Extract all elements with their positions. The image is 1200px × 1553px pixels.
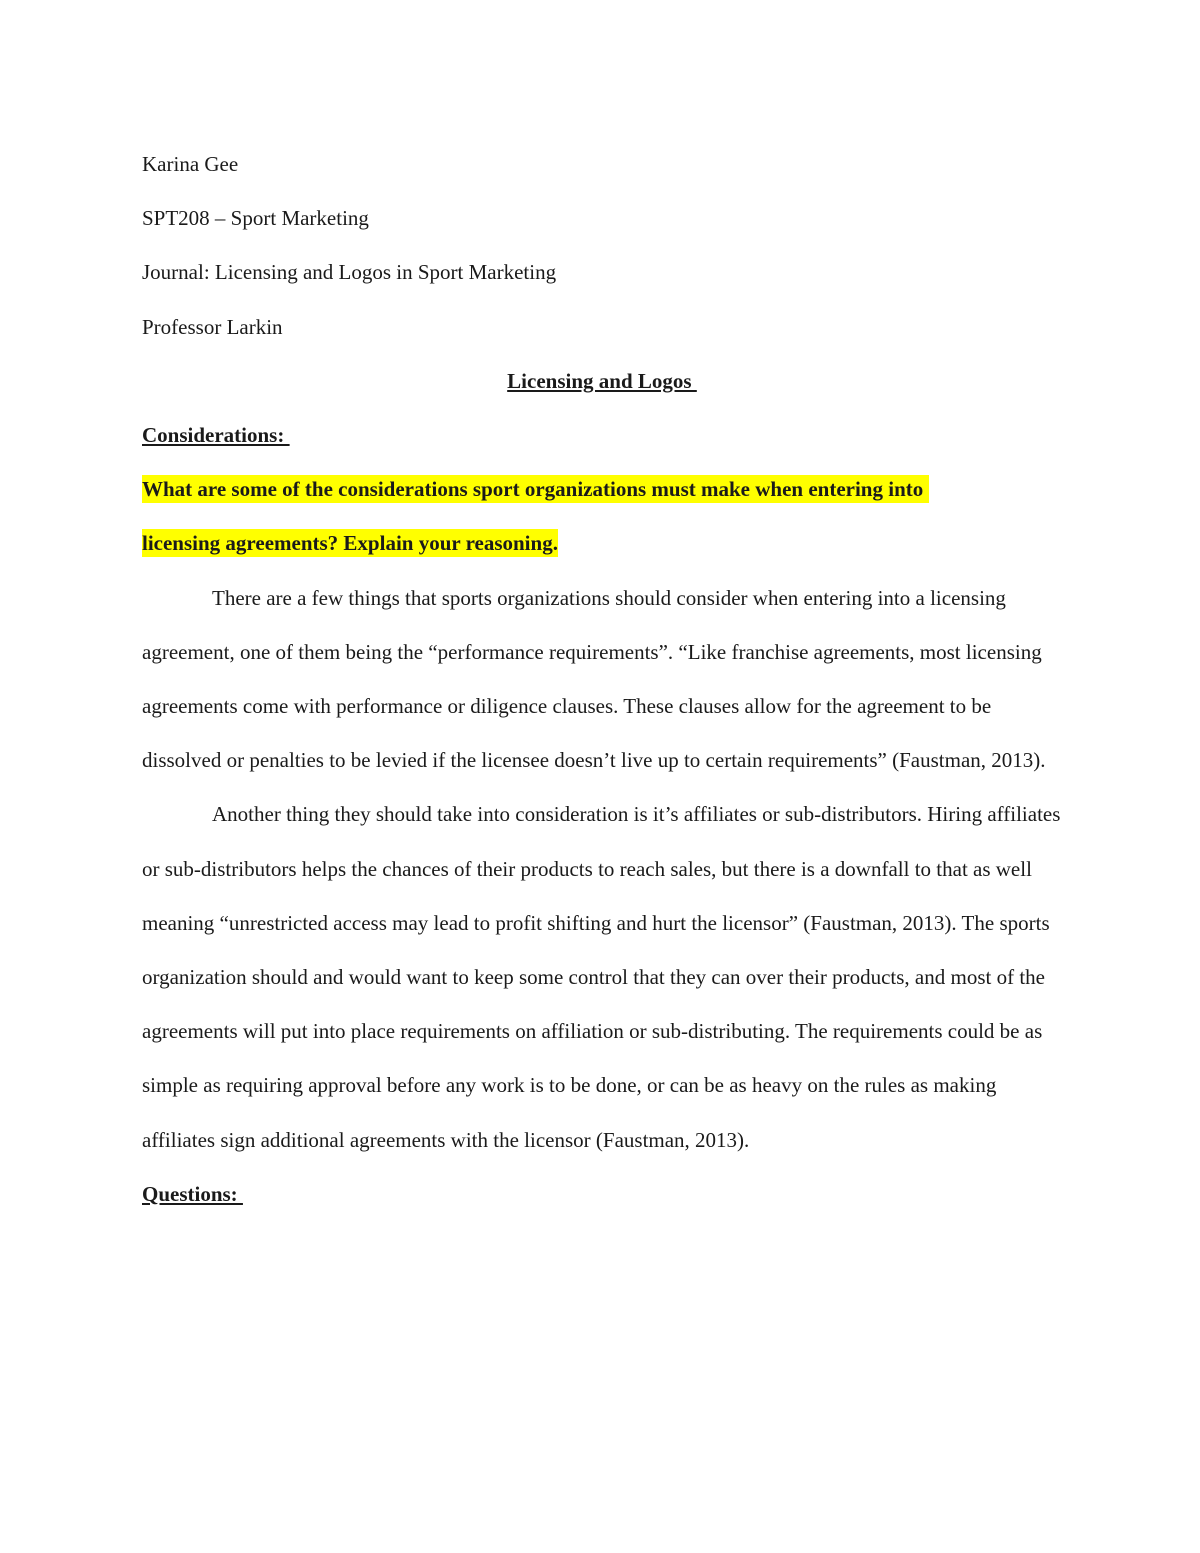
prompt-line-1: What are some of the considerations sport organizations must make when entering into — [142, 477, 929, 502]
prompt-line-2: licensing agreements? Explain your reasoning. — [142, 531, 558, 556]
considerations-heading: Considerations: — [142, 423, 290, 448]
professor-name: Professor Larkin — [142, 314, 283, 339]
assignment-title: Journal: Licensing and Logos in Sport Marketing — [142, 260, 557, 285]
author-name: Karina Gee — [142, 152, 239, 176]
document-title: Licensing and Logos — [507, 368, 697, 393]
document-page — [142, 137, 1062, 1221]
questions-heading: Questions: — [142, 1181, 243, 1206]
course-name: SPT208 – Sport Marketing — [142, 206, 369, 231]
highlighted-prompt — [142, 462, 1062, 570]
paragraph-performance-requirements: There are a few things that sports organizations should consider when entering into a licensing agreement, one of them being the “performance requirements”. “Like franchise agreements, most licensing agreements come with performance or diligence clauses. These clauses allow for the agreement to be dissolved or penalties to be levied if the licensee doesn’t live up to certain requirements” (Faustman, 2013). — [142, 585, 1046, 773]
paragraph-affiliates: Another thing they should take into consideration is it’s affiliates or sub-distributors. Hiring affiliates or sub-distributors helps the chances of their products to reach sales, but there is a downfall to that as well meaning “unrestricted access may lead to profit shifting and hurt the licensor” (Faustman, 2013). The sports organization should and would want to keep some control that they can over their products, and most of the agreements will put into place requirements on affiliation or sub-distributing. The requirements could be as simple as requiring approval before any work is to be done, or can be as heavy on the rules as making affiliates sign additional agreements with the licensor (Faustman, 2013). — [142, 802, 1061, 1152]
